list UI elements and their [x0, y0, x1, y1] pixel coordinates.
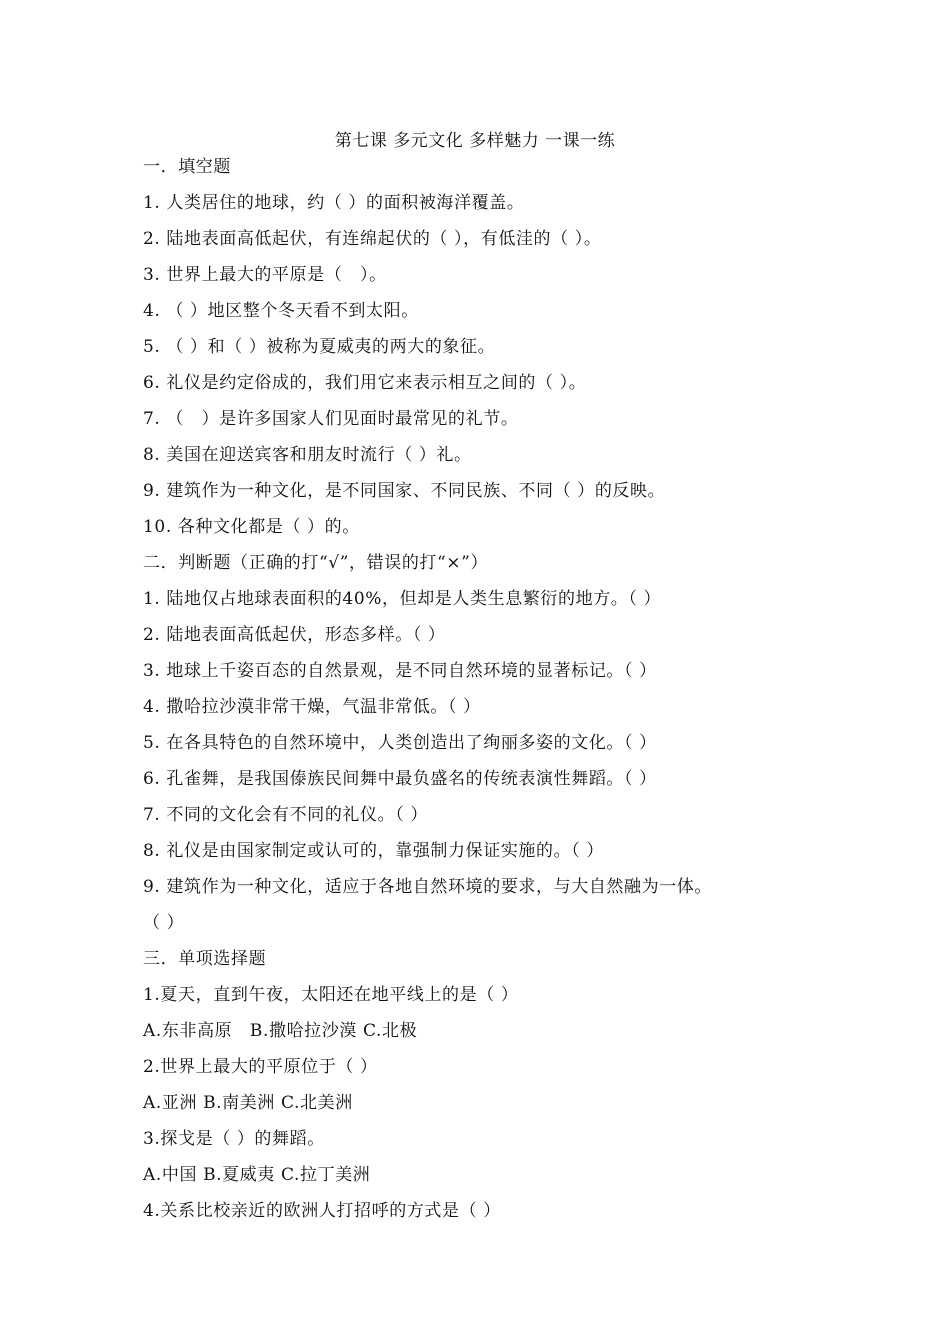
question-item: 4.关系比校亲近的欧洲人打招呼的方式是（ ）: [143, 1201, 501, 1221]
question-item: 5. 在各具特色的自然环境中，人类创造出了绚丽多姿的文化。（ ）: [143, 733, 657, 753]
question-item: 4. 撒哈拉沙漠非常干燥，气温非常低。（ ）: [143, 697, 481, 717]
question-item: 4. （ ）地区整个冬天看不到太阳。: [143, 301, 419, 321]
answer-options: A.亚洲 B.南美洲 C.北美洲: [143, 1093, 353, 1113]
page-title: 第七课 多元文化 多样魅力 一课一练: [334, 131, 616, 151]
question-item: 2.世界上最大的平原位于（ ）: [143, 1057, 378, 1077]
question-item: 7. （ ）是许多国家人们见面时最常见的礼节。: [143, 409, 519, 429]
question-item: 8. 美国在迎送宾客和朋友时流行（ ）礼。: [143, 445, 472, 465]
question-item: 1. 陆地仅占地球表面积的40%，但却是人类生息繁衍的地方。（ ）: [143, 589, 662, 609]
answer-options: A.中国 B.夏威夷 C.拉丁美洲: [143, 1165, 371, 1185]
question-item: 3. 世界上最大的平原是（ ）。: [143, 265, 387, 285]
question-item: 9. 建筑作为一种文化，是不同国家、不同民族、不同（ ）的反映。: [143, 481, 666, 501]
question-item: 6. 礼仪是约定俗成的，我们用它来表示相互之间的（ ）。: [143, 373, 587, 393]
question-item: 9. 建筑作为一种文化，适应于各地自然环境的要求，与大自然融为一体。: [143, 877, 713, 897]
section-heading-true-false: 二．判断题（正确的打“√”，错误的打“×”）: [143, 553, 489, 573]
answer-options: A.东非高原 B.撒哈拉沙漠 C.北极: [143, 1021, 418, 1041]
section-heading-multiple-choice: 三．单项选择题: [143, 949, 267, 969]
question-item: 2. 陆地表面高低起伏，有连绵起伏的（ ），有低洼的（ ）。: [143, 229, 602, 249]
question-item: 10. 各种文化都是（ ）的。: [143, 517, 360, 537]
question-item: 1. 人类居住的地球，约（ ）的面积被海洋覆盖。: [143, 193, 525, 213]
question-item: 6. 孔雀舞，是我国傣族民间舞中最负盛名的传统表演性舞蹈。（ ）: [143, 769, 657, 789]
question-item: 3. 地球上千姿百态的自然景观，是不同自然环境的显著标记。（ ）: [143, 661, 657, 681]
question-item-continuation: （ ）: [143, 913, 185, 933]
question-item: 1.夏天，直到午夜，太阳还在地平线上的是（ ）: [143, 985, 519, 1005]
question-item: 7. 不同的文化会有不同的礼仪。（ ）: [143, 805, 428, 825]
question-item: 3.探戈是（ ）的舞蹈。: [143, 1129, 325, 1149]
question-item: 5. （ ）和（ ）被称为夏威夷的两大的象征。: [143, 337, 496, 357]
section-heading-fill-blank: 一．填空题: [143, 157, 231, 177]
question-item: 8. 礼仪是由国家制定或认可的，靠强制力保证实施的。（ ）: [143, 841, 604, 861]
question-item: 2. 陆地表面高低起伏，形态多样。（ ）: [143, 625, 446, 645]
